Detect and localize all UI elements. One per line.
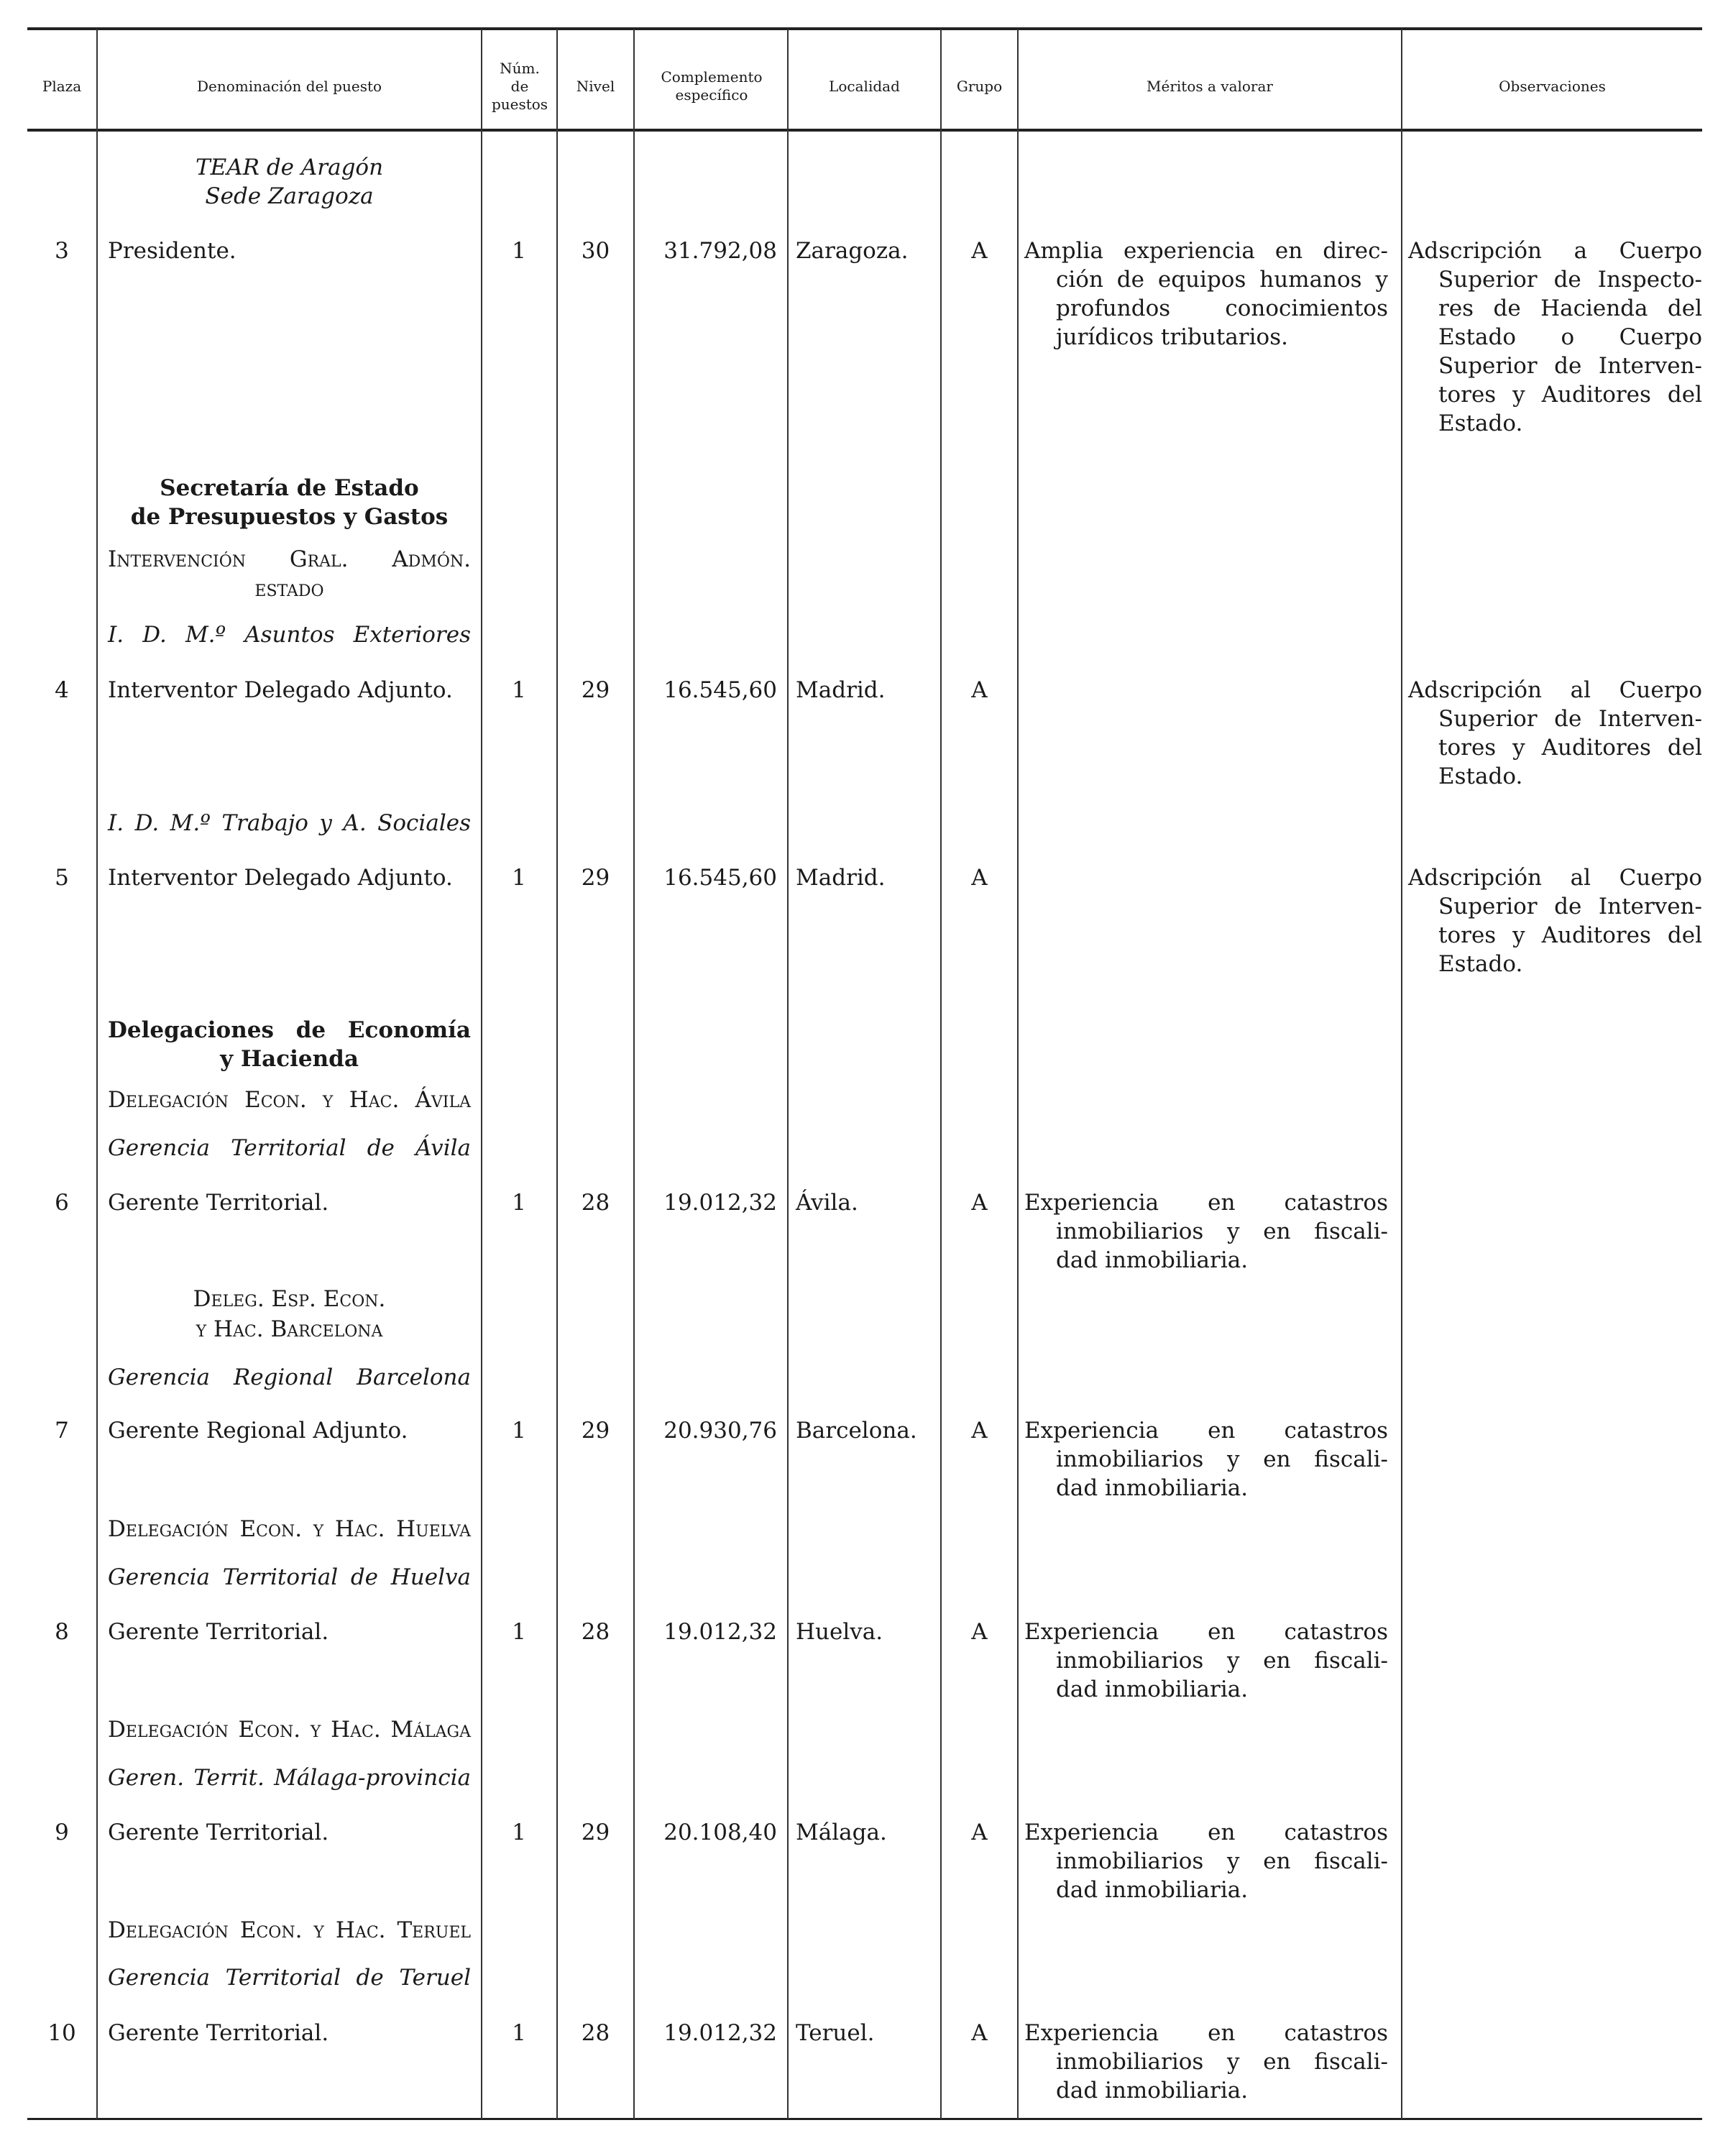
header-denominacion: Denominación del puesto [196,77,382,95]
puesto-name: Interventor Delegado Adjunto. [108,865,453,891]
section-heading: Delegación Econ. y Hac. Málaga [108,1717,471,1743]
plaza-number: 4 [55,677,69,703]
observaciones-line: Adscripción a Cuerpo [1408,238,1702,264]
complemento-especifico: 19.012,32 [663,2020,777,2046]
nivel: 28 [581,2020,610,2046]
num-puestos: 1 [512,1619,526,1645]
observaciones-line: tores y Auditores del [1438,382,1702,408]
plaza-number: 6 [55,1190,69,1216]
puesto-name: Gerente Territorial. [108,2020,329,2046]
localidad: Madrid. [796,677,886,703]
localidad: Madrid. [796,865,886,891]
complemento-especifico: 20.108,40 [663,1820,777,1845]
column-divider [787,29,789,2119]
column-divider [481,29,482,2119]
meritos-line: Experiencia en catastros [1024,2020,1388,2046]
num-puestos: 1 [512,2020,526,2046]
plaza-number: 3 [55,238,69,264]
observaciones-line: Estado o Cuerpo [1438,324,1702,350]
header-grupo: Grupo [956,77,1003,95]
num-puestos: 1 [512,238,526,264]
complemento-especifico: 19.012,32 [663,1619,777,1645]
observaciones-line: Superior de Inspecto- [1438,267,1702,293]
section-heading: y Hacienda [220,1046,359,1072]
section-heading: Secretaría de Estado [160,475,419,501]
localidad: Barcelona. [796,1418,917,1444]
num-puestos: 1 [512,677,526,703]
nivel: 29 [581,677,610,703]
header-observaciones: Observaciones [1499,77,1606,95]
header-complemento: Complemento específico [661,68,763,104]
meritos-line: jurídicos tributarios. [1056,324,1288,350]
section-heading: Delegación Econ. y Hac. Ávila [108,1087,471,1113]
meritos-line: dad inmobiliaria. [1056,1877,1249,1903]
meritos-line: inmobiliarios y en fiscali- [1056,2049,1388,2075]
top-rule [27,27,1702,30]
section-heading: Gerencia Territorial de Teruel [108,1965,471,1991]
column-divider [556,29,558,2119]
grupo: A [971,1418,988,1444]
column-divider [1401,29,1402,2119]
section-heading: y Hac. Barcelona [196,1316,383,1342]
section-heading: I. D. M.º Trabajo y A. Sociales [108,810,471,836]
section-heading: Gerencia Regional Barcelona [108,1364,471,1390]
meritos-line: dad inmobiliaria. [1056,1676,1249,1702]
observaciones-line: tores y Auditores del [1438,922,1702,948]
header-meritos: Méritos a valorar [1147,77,1273,95]
observaciones-line: res de Hacienda del [1438,295,1702,321]
meritos-line: dad inmobiliaria. [1056,2078,1249,2104]
puesto-name: Gerente Regional Adjunto. [108,1418,408,1444]
num-puestos: 1 [512,1190,526,1216]
section-heading: Sede Zaragoza [205,183,374,209]
meritos-line: ción de equipos humanos y [1056,267,1388,293]
header-num-puestos: Núm. de puestos [491,59,548,113]
observaciones-line: Adscripción al Cuerpo [1408,865,1702,891]
grupo: A [971,865,988,891]
meritos-line: inmobiliarios y en fiscali- [1056,1219,1388,1244]
localidad: Huelva. [796,1619,883,1645]
complemento-especifico: 20.930,76 [663,1418,777,1444]
section-heading: Gerencia Territorial de Ávila [108,1135,471,1161]
num-puestos: 1 [512,1418,526,1444]
meritos-line: dad inmobiliaria. [1056,1475,1249,1501]
nivel: 29 [581,1820,610,1845]
plaza-number: 8 [55,1619,69,1645]
observaciones-line: Estado. [1438,763,1523,789]
section-heading: Delegación Econ. y Hac. Huelva [108,1516,471,1542]
meritos-line: profundos conocimientos [1056,295,1388,321]
grupo: A [971,1820,988,1845]
plaza-number: 10 [47,2020,76,2046]
section-heading: Deleg. Esp. Econ. [193,1286,386,1312]
complemento-especifico: 31.792,08 [663,238,777,264]
plaza-number: 5 [55,865,69,891]
column-divider [940,29,942,2119]
section-heading: TEAR de Aragón [195,155,384,180]
meritos-line: inmobiliarios y en fiscali- [1056,1848,1388,1874]
section-heading: I. D. M.º Asuntos Exteriores [108,622,471,648]
meritos-line: dad inmobiliaria. [1056,1247,1249,1273]
num-puestos: 1 [512,1820,526,1845]
localidad: Ávila. [796,1190,858,1216]
complemento-especifico: 16.545,60 [663,677,777,703]
observaciones-line: Superior de Interven- [1438,706,1702,732]
header-localidad: Localidad [829,77,900,95]
grupo: A [971,677,988,703]
puesto-name: Interventor Delegado Adjunto. [108,677,453,703]
nivel: 28 [581,1619,610,1645]
puesto-name: Gerente Territorial. [108,1190,329,1216]
complemento-especifico: 16.545,60 [663,865,777,891]
puesto-name: Gerente Territorial. [108,1619,329,1645]
localidad: Teruel. [796,2020,875,2046]
plaza-number: 7 [55,1418,69,1444]
localidad: Málaga. [796,1820,887,1845]
section-heading: Intervención Gral. Admón. [108,546,471,572]
grupo: A [971,1619,988,1645]
observaciones-line: Superior de Interven- [1438,894,1702,919]
observaciones-line: Adscripción al Cuerpo [1408,677,1702,703]
nivel: 29 [581,865,610,891]
complemento-especifico: 19.012,32 [663,1190,777,1216]
section-heading: Geren. Territ. Málaga-provincia [108,1765,471,1791]
bottom-rule [27,2118,1702,2120]
section-heading: Delegación Econ. y Hac. Teruel [108,1917,471,1943]
header-plaza: Plaza [42,77,82,95]
localidad: Zaragoza. [796,238,909,264]
section-heading: Delegaciones de Economía [108,1017,471,1043]
column-divider [96,29,98,2119]
section-heading: estado [254,576,324,602]
grupo: A [971,2020,988,2046]
observaciones-line: Estado. [1438,951,1523,977]
nivel: 28 [581,1190,610,1216]
nivel: 29 [581,1418,610,1444]
section-heading: de Presupuestos y Gastos [130,504,449,530]
grupo: A [971,1190,988,1216]
puesto-name: Gerente Territorial. [108,1820,329,1845]
meritos-line: Experiencia en catastros [1024,1820,1388,1845]
meritos-line: Experiencia en catastros [1024,1619,1388,1645]
observaciones-line: tores y Auditores del [1438,735,1702,761]
header-nivel: Nivel [576,77,615,95]
meritos-line: inmobiliarios y en fiscali- [1056,1648,1388,1674]
puesto-name: Presidente. [108,238,236,264]
observaciones-line: Superior de Interven- [1438,353,1702,379]
plaza-number: 9 [55,1820,69,1845]
meritos-line: Experiencia en catastros [1024,1190,1388,1216]
section-heading: Gerencia Territorial de Huelva [108,1564,471,1590]
observaciones-line: Estado. [1438,410,1523,436]
column-divider [1017,29,1019,2119]
meritos-line: inmobiliarios y en fiscali- [1056,1446,1388,1472]
grupo: A [971,238,988,264]
column-divider [633,29,635,2119]
meritos-line: Experiencia en catastros [1024,1418,1388,1444]
nivel: 30 [581,238,610,264]
meritos-line: Amplia experiencia en direc- [1024,238,1388,264]
num-puestos: 1 [512,865,526,891]
